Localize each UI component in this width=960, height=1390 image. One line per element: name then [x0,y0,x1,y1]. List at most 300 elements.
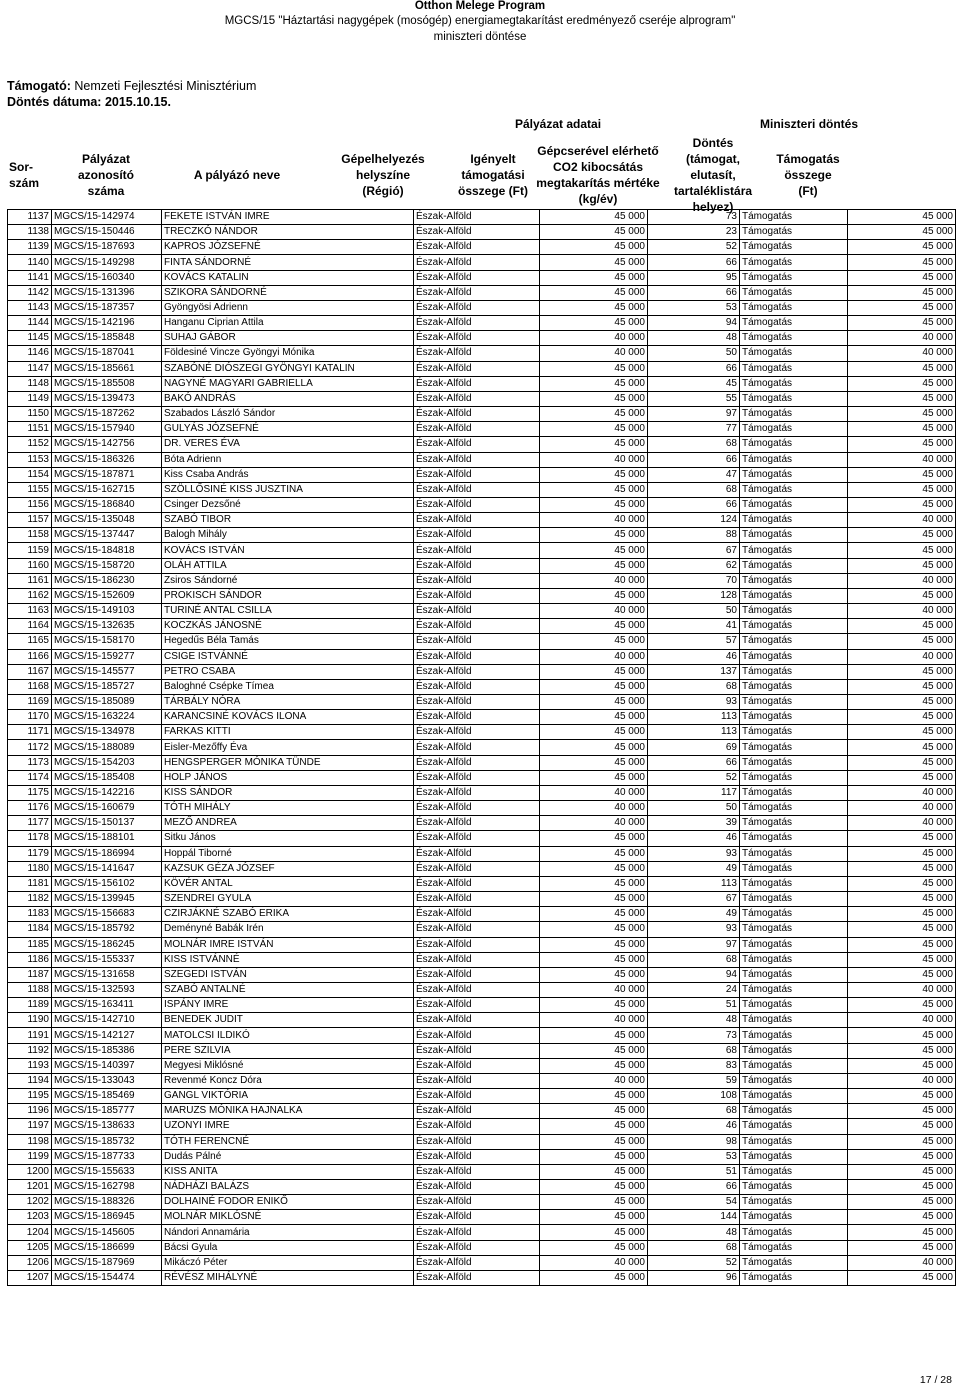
cell-helyszin: Észak-Alföld [414,664,540,679]
cell-tamogatas: 45 000 [848,846,956,861]
cell-co2: 53 [648,1149,740,1164]
cell-sorszam: 1199 [8,1149,52,1164]
cell-igenyelt: 45 000 [540,725,648,740]
cell-tamogatas: 45 000 [848,892,956,907]
cell-igenyelt: 45 000 [540,376,648,391]
cell-sorszam: 1167 [8,664,52,679]
cell-igenyelt: 45 000 [540,1270,648,1285]
cell-tamogatas: 40 000 [848,331,956,346]
cell-tamogatas: 45 000 [848,998,956,1013]
cell-co2: 46 [648,831,740,846]
cell-helyszin: Észak-Alföld [414,755,540,770]
cell-dontes: Támogatás [740,755,848,770]
cell-sorszam: 1204 [8,1225,52,1240]
cell-nev: Kiss Csaba András [162,467,414,482]
cell-helyszin: Észak-Alföld [414,1073,540,1088]
cell-tamogatas: 40 000 [848,452,956,467]
cell-igenyelt: 45 000 [540,967,648,982]
cell-igenyelt: 45 000 [540,588,648,603]
cell-sorszam: 1189 [8,998,52,1013]
cell-tamogatas: 45 000 [848,528,956,543]
table-row [8,1134,956,1149]
cell-tamogatas: 45 000 [848,922,956,937]
table-row [8,543,956,558]
cell-helyszin: Észak-Alföld [414,785,540,800]
cell-dontes: Támogatás [740,316,848,331]
table-row [8,316,956,331]
cell-igenyelt: 45 000 [540,255,648,270]
col-helyszin: Gépelhelyezés helyszíne (Régió) [341,152,425,198]
column-header [7,113,955,215]
cell-co2: 52 [648,1255,740,1270]
cell-co2: 83 [648,1058,740,1073]
cell-igenyelt: 45 000 [540,1240,648,1255]
cell-helyszin: Észak-Alföld [414,861,540,876]
cell-helyszin: Észak-Alföld [414,1134,540,1149]
cell-helyszin: Észak-Alföld [414,740,540,755]
cell-helyszin: Észak-Alföld [414,846,540,861]
cell-azonosito: MGCS/15-187871 [52,467,162,482]
cell-dontes: Támogatás [740,952,848,967]
cell-igenyelt: 45 000 [540,225,648,240]
table-row [8,922,956,937]
cell-sorszam: 1156 [8,497,52,512]
cell-igenyelt: 45 000 [540,998,648,1013]
cell-dontes: Támogatás [740,1043,848,1058]
cell-dontes: Támogatás [740,710,848,725]
cell-dontes: Támogatás [740,801,848,816]
cell-dontes: Támogatás [740,785,848,800]
cell-azonosito: MGCS/15-163411 [52,998,162,1013]
cell-nev: NÁDHÁZI BALÁZS [162,1180,414,1195]
table-row [8,1255,956,1270]
cell-sorszam: 1154 [8,467,52,482]
cell-nev: SZABÓ TIBOR [162,513,414,528]
cell-igenyelt: 40 000 [540,649,648,664]
cell-sorszam: 1181 [8,876,52,891]
date-label: Döntés dátuma: [7,95,102,109]
cell-azonosito: MGCS/15-162798 [52,1180,162,1195]
cell-nev: BENEDEK JUDIT [162,1013,414,1028]
cell-igenyelt: 45 000 [540,1225,648,1240]
cell-co2: 68 [648,1240,740,1255]
cell-tamogatas: 45 000 [848,1119,956,1134]
cell-sorszam: 1170 [8,710,52,725]
cell-co2: 95 [648,270,740,285]
cell-co2: 93 [648,695,740,710]
cell-dontes: Támogatás [740,1210,848,1225]
table-row [8,1013,956,1028]
cell-dontes: Támogatás [740,634,848,649]
cell-helyszin: Észak-Alföld [414,634,540,649]
cell-dontes: Támogatás [740,1013,848,1028]
cell-tamogatas: 45 000 [848,407,956,422]
cell-azonosito: MGCS/15-187262 [52,407,162,422]
cell-azonosito: MGCS/15-140397 [52,1058,162,1073]
cell-dontes: Támogatás [740,331,848,346]
cell-tamogatas: 45 000 [848,967,956,982]
cell-helyszin: Észak-Alföld [414,361,540,376]
cell-sorszam: 1193 [8,1058,52,1073]
cell-tamogatas: 45 000 [848,1195,956,1210]
cell-azonosito: MGCS/15-185777 [52,1104,162,1119]
table-row [8,664,956,679]
cell-co2: 94 [648,967,740,982]
cell-co2: 117 [648,785,740,800]
cell-helyszin: Észak-Alföld [414,316,540,331]
table-row [8,861,956,876]
cell-azonosito: MGCS/15-186840 [52,497,162,512]
cell-tamogatas: 45 000 [848,558,956,573]
cell-nev: Bácsi Gyula [162,1240,414,1255]
cell-azonosito: MGCS/15-163224 [52,710,162,725]
cell-sorszam: 1200 [8,1164,52,1179]
cell-nev: Földesiné Vincze Gyöngyi Mónika [162,346,414,361]
cell-co2: 68 [648,952,740,967]
cell-azonosito: MGCS/15-186945 [52,1210,162,1225]
cell-azonosito: MGCS/15-160340 [52,270,162,285]
cell-helyszin: Észak-Alföld [414,1240,540,1255]
cell-dontes: Támogatás [740,391,848,406]
cell-azonosito: MGCS/15-185408 [52,770,162,785]
cell-nev: Eisler-Mezőffy Éva [162,740,414,755]
cell-nev: SZABÓ ANTALNÉ [162,982,414,997]
cell-igenyelt: 45 000 [540,1089,648,1104]
cell-co2: 48 [648,331,740,346]
cell-azonosito: MGCS/15-185661 [52,361,162,376]
cell-igenyelt: 45 000 [540,876,648,891]
cell-sorszam: 1147 [8,361,52,376]
table-row [8,1164,956,1179]
cell-igenyelt: 40 000 [540,785,648,800]
table-row [8,952,956,967]
cell-dontes: Támogatás [740,270,848,285]
cell-helyszin: Észak-Alföld [414,513,540,528]
cell-igenyelt: 45 000 [540,437,648,452]
cell-nev: FEKETE ISTVÁN IMRE [162,210,414,225]
cell-sorszam: 1190 [8,1013,52,1028]
cell-igenyelt: 45 000 [540,467,648,482]
cell-dontes: Támogatás [740,1073,848,1088]
cell-azonosito: MGCS/15-155633 [52,1164,162,1179]
cell-helyszin: Észak-Alföld [414,255,540,270]
cell-helyszin: Észak-Alföld [414,558,540,573]
cell-dontes: Támogatás [740,467,848,482]
cell-nev: NAGYNÉ MAGYARI GABRIELLA [162,376,414,391]
table-row [8,695,956,710]
cell-helyszin: Észak-Alföld [414,1043,540,1058]
cell-azonosito: MGCS/15-155337 [52,952,162,967]
cell-tamogatas: 45 000 [848,1028,956,1043]
table-row [8,407,956,422]
cell-dontes: Támogatás [740,604,848,619]
cell-dontes: Támogatás [740,1180,848,1195]
cell-igenyelt: 40 000 [540,331,648,346]
cell-dontes: Támogatás [740,907,848,922]
cell-nev: Dudás Pálné [162,1149,414,1164]
cell-nev: TÓTH MIHÁLY [162,801,414,816]
cell-igenyelt: 40 000 [540,982,648,997]
cell-co2: 46 [648,1119,740,1134]
cell-helyszin: Észak-Alföld [414,528,540,543]
cell-dontes: Támogatás [740,497,848,512]
table-row [8,1195,956,1210]
cell-dontes: Támogatás [740,982,848,997]
cell-azonosito: MGCS/15-156683 [52,907,162,922]
cell-nev: Hanganu Ciprian Attila [162,316,414,331]
cell-azonosito: MGCS/15-154474 [52,1270,162,1285]
cell-helyszin: Észak-Alföld [414,300,540,315]
cell-azonosito: MGCS/15-187693 [52,240,162,255]
cell-sorszam: 1176 [8,801,52,816]
cell-sorszam: 1175 [8,785,52,800]
cell-helyszin: Észak-Alföld [414,1089,540,1104]
cell-sorszam: 1186 [8,952,52,967]
cell-helyszin: Észak-Alföld [414,816,540,831]
cell-sorszam: 1160 [8,558,52,573]
cell-dontes: Támogatás [740,831,848,846]
cell-azonosito: MGCS/15-188101 [52,831,162,846]
cell-azonosito: MGCS/15-154203 [52,755,162,770]
cell-igenyelt: 45 000 [540,952,648,967]
cell-helyszin: Észak-Alföld [414,497,540,512]
cell-sorszam: 1161 [8,573,52,588]
cell-nev: TRECZKÓ NÁNDOR [162,225,414,240]
cell-co2: 97 [648,937,740,952]
cell-nev: SZENDREI GYULA [162,892,414,907]
cell-igenyelt: 45 000 [540,240,648,255]
cell-sorszam: 1138 [8,225,52,240]
cell-co2: 68 [648,1104,740,1119]
cell-helyszin: Észak-Alföld [414,346,540,361]
cell-tamogatas: 40 000 [848,801,956,816]
cell-azonosito: MGCS/15-188089 [52,740,162,755]
cell-helyszin: Észak-Alföld [414,619,540,634]
cell-helyszin: Észak-Alföld [414,937,540,952]
cell-azonosito: MGCS/15-138633 [52,1119,162,1134]
cell-tamogatas: 45 000 [848,634,956,649]
cell-nev: CZIRJÁKNÉ SZABÓ ERIKA [162,907,414,922]
cell-co2: 67 [648,892,740,907]
cell-sorszam: 1169 [8,695,52,710]
cell-igenyelt: 45 000 [540,210,648,225]
cell-tamogatas: 40 000 [848,513,956,528]
cell-azonosito: MGCS/15-186245 [52,937,162,952]
cell-nev: Szabados László Sándor [162,407,414,422]
cell-igenyelt: 45 000 [540,710,648,725]
cell-azonosito: MGCS/15-158720 [52,558,162,573]
cell-azonosito: MGCS/15-160679 [52,801,162,816]
cell-dontes: Támogatás [740,285,848,300]
table-row [8,998,956,1013]
cell-igenyelt: 45 000 [540,1119,648,1134]
cell-igenyelt: 45 000 [540,1104,648,1119]
cell-helyszin: Észak-Alföld [414,482,540,497]
cell-igenyelt: 45 000 [540,1149,648,1164]
cell-sorszam: 1148 [8,376,52,391]
cell-co2: 113 [648,876,740,891]
cell-nev: Hegedűs Béla Tamás [162,634,414,649]
cell-tamogatas: 45 000 [848,437,956,452]
cell-dontes: Támogatás [740,422,848,437]
cell-tamogatas: 45 000 [848,543,956,558]
table-row [8,755,956,770]
cell-sorszam: 1153 [8,452,52,467]
cell-igenyelt: 45 000 [540,831,648,846]
cell-nev: KISS SÁNDOR [162,785,414,800]
cell-tamogatas: 45 000 [848,861,956,876]
cell-dontes: Támogatás [740,619,848,634]
cell-tamogatas: 45 000 [848,285,956,300]
cell-co2: 93 [648,922,740,937]
cell-co2: 66 [648,255,740,270]
table-row [8,422,956,437]
cell-dontes: Támogatás [740,1164,848,1179]
cell-dontes: Támogatás [740,543,848,558]
cell-azonosito: MGCS/15-156102 [52,876,162,891]
table-row [8,1180,956,1195]
cell-sorszam: 1163 [8,604,52,619]
cell-azonosito: MGCS/15-162715 [52,482,162,497]
cell-sorszam: 1152 [8,437,52,452]
table-row [8,573,956,588]
cell-dontes: Támogatás [740,1195,848,1210]
cell-helyszin: Észak-Alföld [414,1180,540,1195]
cell-sorszam: 1196 [8,1104,52,1119]
cell-sorszam: 1155 [8,482,52,497]
cell-dontes: Támogatás [740,649,848,664]
cell-helyszin: Észak-Alföld [414,710,540,725]
cell-dontes: Támogatás [740,225,848,240]
cell-nev: Megyesi Miklósné [162,1058,414,1073]
cell-nev: KOVÁCS KATALIN [162,270,414,285]
supporter-line [7,79,256,93]
cell-helyszin: Észak-Alföld [414,573,540,588]
cell-igenyelt: 45 000 [540,907,648,922]
cell-helyszin: Észak-Alföld [414,407,540,422]
cell-tamogatas: 45 000 [848,710,956,725]
date-value: 2015.10.15. [104,95,171,109]
col-co2: Gépcserével elérhető CO2 kibocsátás megtakarítás mértéke (kg/év) [536,144,660,206]
cell-nev: SZEGEDI ISTVÁN [162,967,414,982]
cell-sorszam: 1203 [8,1210,52,1225]
cell-nev: SZÖLLŐSINÉ KISS JUSZTINA [162,482,414,497]
cell-azonosito: MGCS/15-186994 [52,846,162,861]
cell-dontes: Támogatás [740,937,848,952]
cell-sorszam: 1144 [8,316,52,331]
cell-azonosito: MGCS/15-139473 [52,391,162,406]
cell-nev: Sitku János [162,831,414,846]
cell-nev: Zsiros Sándorné [162,573,414,588]
cell-azonosito: MGCS/15-158170 [52,634,162,649]
cell-tamogatas: 45 000 [848,588,956,603]
cell-co2: 66 [648,285,740,300]
cell-igenyelt: 40 000 [540,513,648,528]
cell-helyszin: Észak-Alföld [414,422,540,437]
cell-co2: 88 [648,528,740,543]
cell-igenyelt: 40 000 [540,573,648,588]
cell-dontes: Támogatás [740,210,848,225]
cell-sorszam: 1164 [8,619,52,634]
cell-co2: 51 [648,998,740,1013]
cell-helyszin: Észak-Alföld [414,952,540,967]
cell-tamogatas: 45 000 [848,316,956,331]
cell-tamogatas: 40 000 [848,785,956,800]
cell-igenyelt: 40 000 [540,346,648,361]
cell-nev: ISPÁNY IMRE [162,998,414,1013]
cell-azonosito: MGCS/15-142710 [52,1013,162,1028]
cell-sorszam: 1182 [8,892,52,907]
cell-azonosito: MGCS/15-185727 [52,679,162,694]
cell-co2: 68 [648,482,740,497]
table-row [8,937,956,952]
cell-azonosito: MGCS/15-142756 [52,437,162,452]
cell-azonosito: MGCS/15-186699 [52,1240,162,1255]
cell-igenyelt: 40 000 [540,801,648,816]
cell-tamogatas: 45 000 [848,270,956,285]
cell-azonosito: MGCS/15-185508 [52,376,162,391]
table-row [8,846,956,861]
cell-igenyelt: 45 000 [540,1210,648,1225]
cell-igenyelt: 45 000 [540,846,648,861]
cell-dontes: Támogatás [740,1255,848,1270]
cell-dontes: Támogatás [740,588,848,603]
cell-nev: PROKISCH SÁNDOR [162,588,414,603]
results-table [7,209,956,1286]
cell-nev: KAPROS JÓZSEFNÉ [162,240,414,255]
cell-nev: TURINÉ ANTAL CSILLA [162,604,414,619]
cell-co2: 49 [648,861,740,876]
page-number: 17 / 28 [919,1374,952,1386]
cell-nev: GANGL VIKTÓRIA [162,1089,414,1104]
cell-tamogatas: 45 000 [848,740,956,755]
cell-dontes: Támogatás [740,664,848,679]
cell-igenyelt: 40 000 [540,1255,648,1270]
cell-igenyelt: 45 000 [540,528,648,543]
cell-helyszin: Észak-Alföld [414,831,540,846]
cell-sorszam: 1184 [8,922,52,937]
cell-azonosito: MGCS/15-152609 [52,588,162,603]
cell-nev: FARKAS KITTI [162,725,414,740]
cell-tamogatas: 45 000 [848,725,956,740]
cell-tamogatas: 45 000 [848,1149,956,1164]
cell-dontes: Támogatás [740,740,848,755]
table-row [8,467,956,482]
cell-igenyelt: 45 000 [540,695,648,710]
col-azonosito: Pályázat azonosító száma [78,152,134,198]
cell-azonosito: MGCS/15-139945 [52,892,162,907]
cell-nev: FINTA SÁNDORNÉ [162,255,414,270]
cell-igenyelt: 45 000 [540,543,648,558]
cell-tamogatas: 40 000 [848,346,956,361]
col-tamogatas: Támogatás összege (Ft) [776,152,840,198]
cell-azonosito: MGCS/15-145577 [52,664,162,679]
cell-dontes: Támogatás [740,482,848,497]
cell-dontes: Támogatás [740,255,848,270]
cell-sorszam: 1158 [8,528,52,543]
cell-azonosito: MGCS/15-132635 [52,619,162,634]
cell-tamogatas: 45 000 [848,300,956,315]
cell-igenyelt: 45 000 [540,1043,648,1058]
table-row [8,361,956,376]
cell-co2: 23 [648,225,740,240]
cell-igenyelt: 45 000 [540,1058,648,1073]
table-row [8,907,956,922]
cell-co2: 24 [648,982,740,997]
cell-helyszin: Észak-Alföld [414,649,540,664]
cell-sorszam: 1205 [8,1240,52,1255]
table-row [8,1043,956,1058]
